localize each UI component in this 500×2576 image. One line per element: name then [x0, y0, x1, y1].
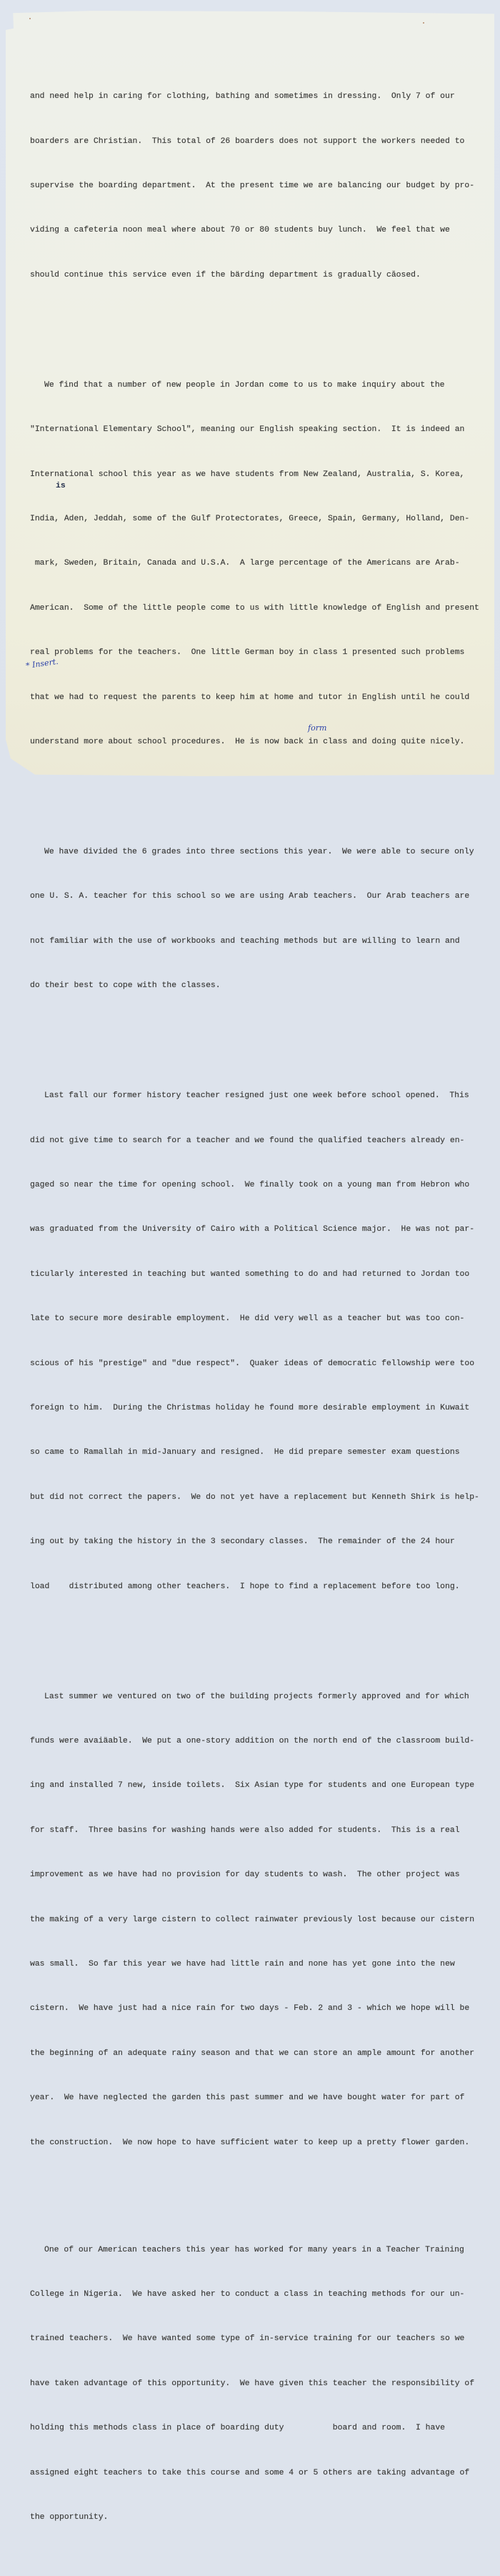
- text-line: the construction. We now hope to have sufficient water to keep up a pretty flower garden.: [30, 2138, 470, 2147]
- text-line: and need help in caring for clothing, bathing and sometimes in dressing. Only 7 of our: [30, 92, 455, 101]
- text-line: for staff. Three basins for washing hands were also added for students. This is a real: [30, 1826, 460, 1835]
- text-line: supervise the boarding department. At the present time we are balancing our budget by pro-: [30, 181, 475, 190]
- text-line: that we had to request the parents to keep him at home and tutor in English until he could: [30, 693, 470, 702]
- text-line: do their best to cope with the classes.: [30, 981, 221, 991]
- text-line: We find that a number of new people in Jordan come to us to make inquiry about the: [44, 380, 445, 390]
- paper-spot: [423, 22, 424, 24]
- text-line: year. We have neglected the garden this past summer and we have bought water for part of: [30, 2094, 465, 2103]
- overtyped-is-correction: is: [56, 482, 66, 490]
- text-line: load distributed among other teachers. I hope to find a replacement before too long.: [30, 1582, 460, 1591]
- text-line: foreign to him. During the Christmas holiday he found more desirable employment in Kuwait: [30, 1404, 470, 1413]
- text-line: International school this year as we have students from New Zealand, Australia, S. Korea,: [30, 470, 465, 479]
- text-line: the opportunity.: [30, 2512, 109, 2522]
- paragraph-history-teacher: [30, 1059, 494, 1624]
- text-line: mark, Sweden, Britain, Canada and U.S.A. A large percentage of the Americans are Arab-: [30, 559, 460, 568]
- text-line: one U. S. A. teacher for this school so we are using Arab teachers. Our Arab teachers are: [30, 892, 470, 901]
- text-line: scious of his "prestige" and "due respect". Quaker ideas of democratic fellowship were too: [30, 1359, 475, 1368]
- text-line: holding this methods class in place of boarding duty board and room. I have: [30, 2424, 446, 2433]
- text-line: "International Elementary School", meaning our English speaking section. It is indeed an: [30, 425, 465, 435]
- text-line: not familiar with the use of workbooks and teaching methods but are willing to learn and: [30, 936, 460, 946]
- text-line: viding a cafeteria noon meal where about 70 or 80 students buy lunch. We feel that we: [30, 226, 450, 235]
- text-line: the beginning of an adequate rainy season and that we can store an ample amount for another: [30, 2049, 475, 2058]
- text-line: did not give time to search for a teacher and we found the qualified teachers already en-: [30, 1136, 465, 1145]
- text-line: late to secure more desirable employment. He did very well as a teacher but was too con-: [30, 1314, 465, 1324]
- document-body: [30, 30, 494, 2576]
- paper-spot: [29, 18, 31, 19]
- text-line: but did not correct the papers. We do not yet have a replacement but Kenneth Shirk is help-: [30, 1492, 479, 1502]
- text-line: ing out by taking the history in the 3 secondary classes. The remainder of the 24 hour: [30, 1537, 455, 1547]
- text-line: ticularly interested in teaching but wanted something to do and had returned to Jordan too: [30, 1269, 470, 1279]
- paragraph-boarders: [30, 60, 494, 313]
- text-line: gaged so near the time for opening school. We finally took on a young man from Hebron who: [30, 1181, 470, 1190]
- text-line: Last fall our former history teacher resigned just one week before school opened. This: [44, 1091, 469, 1101]
- text-line: trained teachers. We have wanted some type of in-service training for our teachers so we: [30, 2334, 465, 2344]
- text-line: improvement as we have had no provision for day students to wash. The other project was: [30, 1871, 460, 1880]
- handwritten-insert-mark: * Insert.: [25, 656, 59, 671]
- text-line: ing and installed 7 new, inside toilets. Six Asian type for students and one European type: [30, 1781, 475, 1790]
- handwritten-form-correction: form: [308, 723, 327, 733]
- text-line: American. Some of the little people come to us with little knowledge of English and present: [30, 603, 479, 613]
- text-line: the making of a very large cistern to collect rainwater previously lost because our cistern: [30, 1915, 475, 1924]
- text-line: College in Nigeria. We have asked her to conduct a class in teaching methods for our un-: [30, 2290, 465, 2299]
- paragraph-international-school: [30, 348, 494, 779]
- paragraph-building-projects: [30, 1660, 494, 2180]
- text-line: We have divided the 6 grades into three sections this year. We were able to secure only: [44, 848, 474, 857]
- text-line: funds were avaiäable. We put a one-story addition on the north end of the classroom build-: [30, 1737, 475, 1746]
- text-line: One of our American teachers this year has worked for many years in a Teacher Training: [44, 2245, 464, 2254]
- text-line: real problems for the teachers. One little German boy in class 1 presented such problems: [30, 648, 465, 658]
- paragraph-grades: [30, 815, 494, 1023]
- text-line: assigned eight teachers to take this course and some 4 or 5 others are taking advantage of: [30, 2468, 470, 2477]
- text-line: was small. So far this year we have had little rain and none has yet gone into the new: [30, 1960, 455, 1968]
- text-line: should continue this service even if the bärding department is gradually căosed.: [30, 270, 421, 279]
- text-line: understand more about school procedures. He is now back in class and doing quite nicely.: [30, 737, 465, 746]
- text-line: have taken advantage of this opportunity. We have given this teacher the responsibility of: [30, 2379, 475, 2388]
- text-line: was graduated from the University of Cairo with a Political Science major. He was not par-: [30, 1225, 475, 1234]
- paragraph-teacher-training: [30, 2213, 494, 2555]
- text-line: India, Aden, Jeddah, some of the Gulf Protectorates, Greece, Spain, Germany, Holland, Den-: [30, 515, 470, 523]
- text-line: Last summer we ventured on two of the building projects formerly approved and for which: [44, 1692, 469, 1701]
- text-line: cistern. We have just had a nice rain for two days - Feb. 2 and 3 - which we hope will be: [30, 2004, 470, 2013]
- text-line: so came to Ramallah in mid-January and resigned. He did prepare semester exam questions: [30, 1448, 460, 1457]
- text-line: boarders are Christian. This total of 26 boarders does not support the workers needed to: [30, 137, 465, 146]
